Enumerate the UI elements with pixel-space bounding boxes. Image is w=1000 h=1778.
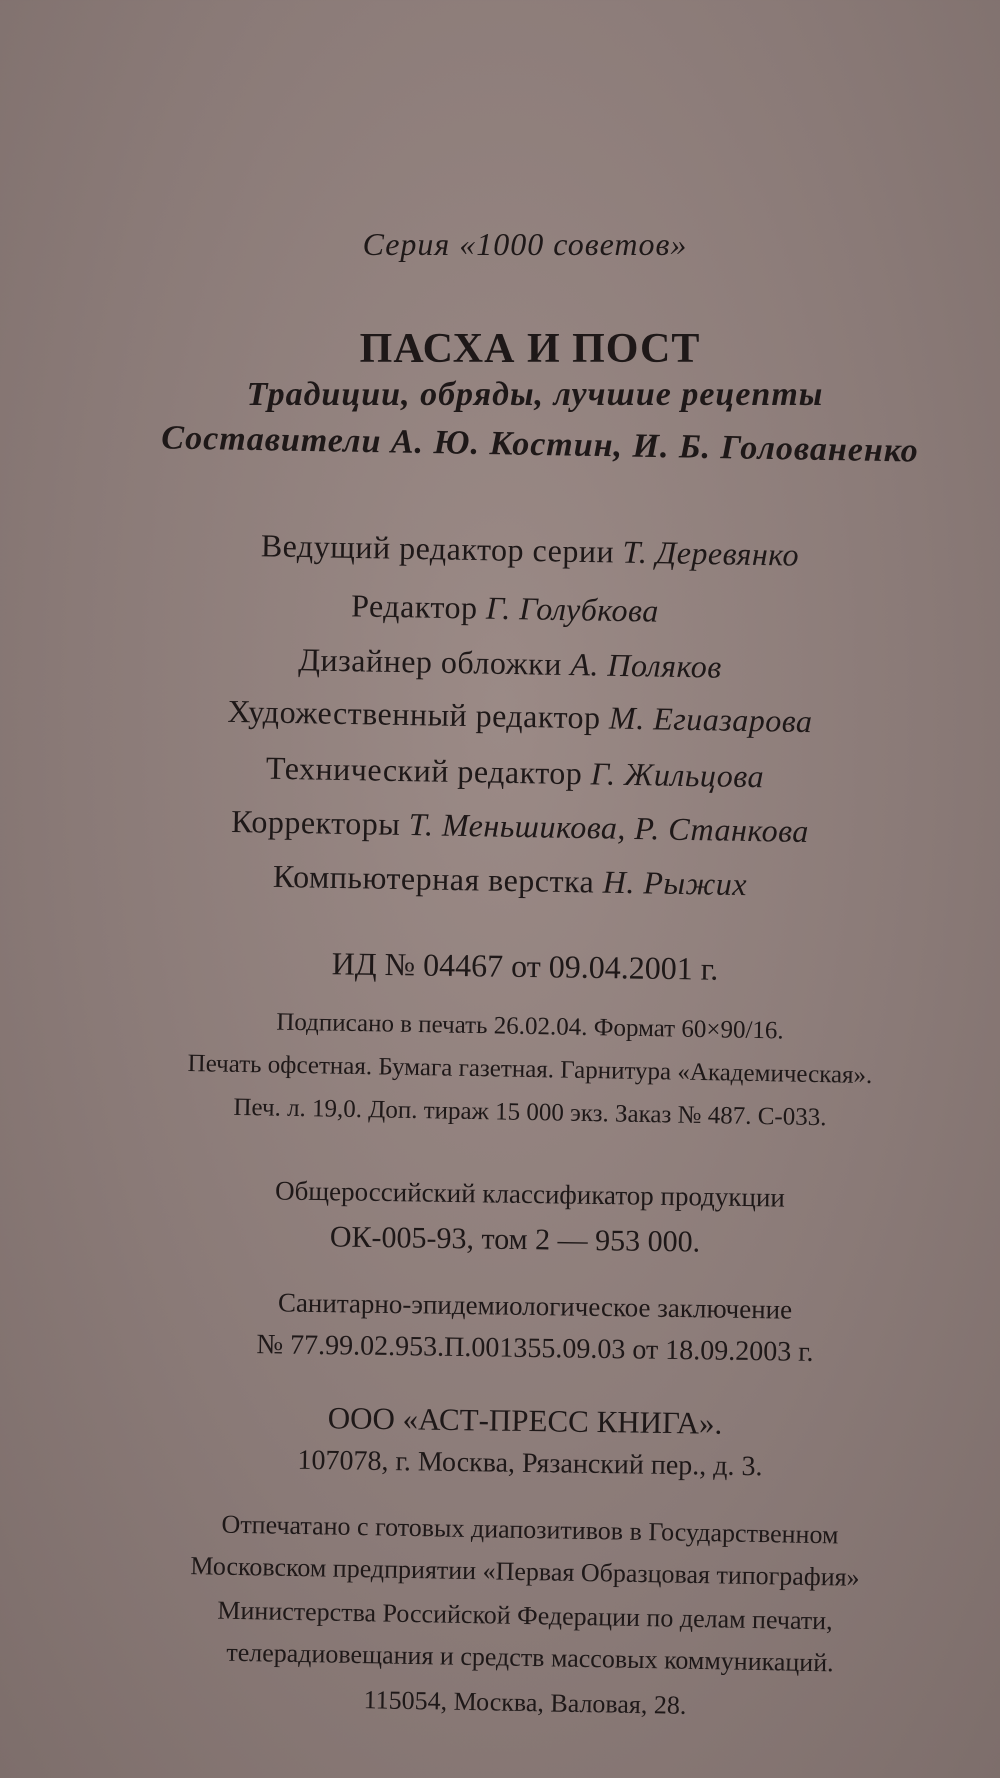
classifier-label: Общероссийский классификатор продукции: [274, 1175, 786, 1213]
credit-proofreaders: [20, 801, 1000, 850]
credit-role: Компьютерная верстка: [272, 857, 595, 900]
credit-name: А. Поляков: [570, 646, 723, 685]
credit-art-editor: [20, 691, 1000, 740]
printer-address: 115054, Москва, Валовая, 28.: [363, 1685, 687, 1720]
credit-name: Т. Деревянко: [622, 533, 800, 573]
printer-line: телерадиовещания и средств массовых коммуникаций.: [226, 1637, 834, 1678]
print-info-line: Печать офсетная. Бумага газетная. Гарнитура «Академическая».: [187, 1050, 873, 1089]
credit-role: Дизайнер обложки: [297, 641, 563, 682]
credit-cover-designer: [10, 638, 1000, 687]
credit-role: Ведущий редактор серии: [260, 527, 615, 570]
print-info-line: Печ. л. 19,0. Доп. тираж 15 000 экз. Заказ № 487. С-033.: [233, 1093, 827, 1132]
credit-role: Редактор: [350, 587, 478, 626]
sanitary-number: № 77.99.02.953.П.001355.09.03 от 18.09.2003 г.: [256, 1329, 814, 1368]
credit-role: Художественный редактор: [227, 692, 601, 736]
printer-line: Отпечатано с готовых диапозитивов в Государственном: [221, 1509, 839, 1550]
credit-name: Г. Жильцова: [590, 755, 765, 795]
credit-role: Корректоры: [230, 802, 401, 842]
print-info-line: Подписано в печать 26.02.04. Формат 60×90/16.: [276, 1008, 784, 1045]
classifier-code: ОК-005-93, том 2 — 953 000.: [329, 1220, 701, 1259]
credit-name: Н. Рыжих: [602, 863, 748, 903]
compilers-line: Составители А. Ю. Костин, И. Б. Голованенко: [160, 419, 920, 470]
license-id: ИД № 04467 от 09.04.2001 г.: [331, 945, 719, 987]
credit-role: Технический редактор: [265, 749, 583, 792]
credit-layout: [10, 855, 1000, 904]
credit-name: Т. Меньшикова, Р. Станкова: [408, 806, 810, 850]
series-label: Серия «1000 советов»: [362, 226, 688, 262]
publisher-address: 107078, г. Москва, Рязанский пер., д. 3.: [297, 1444, 763, 1483]
credit-editor: [5, 583, 1000, 632]
credit-lead-editor: [30, 525, 1000, 574]
credit-name: Г. Голубкова: [485, 589, 660, 629]
credit-technical-editor: [15, 747, 1000, 796]
book-subtitle: Традиции, обряды, лучшие рецепты: [246, 376, 824, 413]
printer-line: Московском предприятии «Первая Образцовая типография»: [190, 1551, 860, 1592]
credit-name: М. Егиазарова: [608, 699, 813, 740]
printer-line: Министерства Российской Федерации по делам печати,: [217, 1595, 833, 1636]
publisher-name: ООО «АСТ-ПРЕСС КНИГА».: [327, 1400, 723, 1441]
book-title: ПАСХА И ПОСТ: [359, 326, 701, 372]
sanitary-label: Санитарно-эпидемиологическое заключение: [277, 1287, 793, 1325]
